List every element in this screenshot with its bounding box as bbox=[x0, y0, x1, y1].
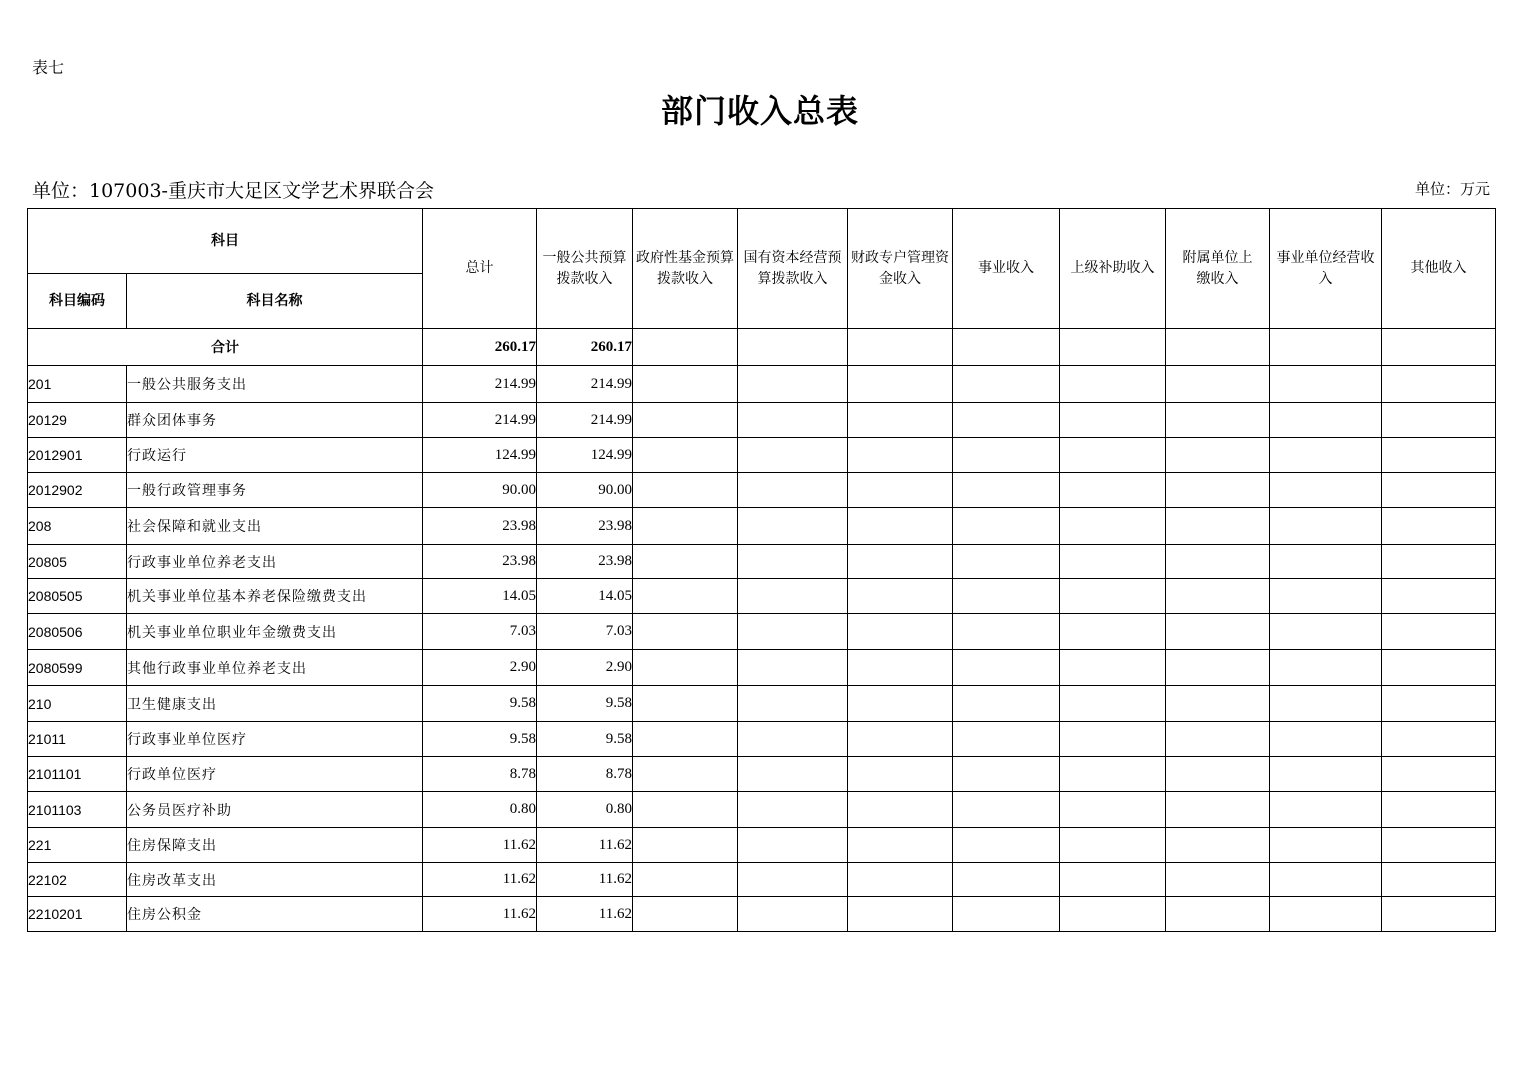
general-budget-value: 14.05 bbox=[537, 579, 633, 614]
empty-cell bbox=[633, 686, 738, 722]
empty-cell bbox=[1270, 545, 1382, 579]
empty-cell bbox=[1382, 579, 1496, 614]
empty-cell bbox=[1270, 508, 1382, 545]
empty-cell bbox=[848, 329, 953, 366]
subject-code: 2101101 bbox=[28, 757, 127, 792]
empty-cell bbox=[848, 473, 953, 508]
empty-cell bbox=[633, 438, 738, 473]
table-row bbox=[28, 473, 1496, 508]
empty-cell bbox=[633, 650, 738, 686]
total-value: 23.98 bbox=[423, 545, 537, 579]
subject-code: 2210201 bbox=[28, 897, 127, 932]
total-value: 11.62 bbox=[423, 828, 537, 863]
empty-cell bbox=[953, 438, 1060, 473]
empty-cell bbox=[1166, 650, 1270, 686]
empty-cell bbox=[1382, 757, 1496, 792]
empty-cell bbox=[953, 473, 1060, 508]
empty-cell bbox=[738, 403, 848, 438]
subject-code: 2080505 bbox=[28, 579, 127, 614]
empty-cell bbox=[848, 614, 953, 650]
empty-cell bbox=[848, 545, 953, 579]
header-subject-code: 科目编码 bbox=[28, 274, 127, 329]
empty-cell bbox=[1166, 329, 1270, 366]
empty-cell bbox=[633, 473, 738, 508]
empty-cell bbox=[738, 579, 848, 614]
subject-code: 210 bbox=[28, 686, 127, 722]
subject-code: 20129 bbox=[28, 403, 127, 438]
subject-name: 一般行政管理事务 bbox=[127, 473, 423, 508]
empty-cell bbox=[1382, 614, 1496, 650]
total-value: 9.58 bbox=[423, 722, 537, 757]
header-operating-income: 事业单位经营收入 bbox=[1270, 209, 1382, 329]
empty-cell bbox=[1270, 792, 1382, 828]
empty-cell bbox=[1382, 897, 1496, 932]
header-gov-fund: 政府性基金预算拨款收入 bbox=[633, 209, 738, 329]
page-title: 部门收入总表 bbox=[660, 92, 859, 130]
empty-cell bbox=[1382, 438, 1496, 473]
empty-cell bbox=[1270, 863, 1382, 897]
empty-cell bbox=[1166, 757, 1270, 792]
empty-cell bbox=[848, 792, 953, 828]
header-state-capital: 国有资本经营预算拨款收入 bbox=[738, 209, 848, 329]
empty-cell bbox=[1166, 722, 1270, 757]
general-budget-value: 124.99 bbox=[537, 438, 633, 473]
empty-cell bbox=[1270, 757, 1382, 792]
general-budget-value: 0.80 bbox=[537, 792, 633, 828]
subject-code: 221 bbox=[28, 828, 127, 863]
empty-cell bbox=[633, 545, 738, 579]
empty-cell bbox=[953, 686, 1060, 722]
empty-cell bbox=[1060, 438, 1166, 473]
table-row bbox=[28, 863, 1496, 897]
total-value: 0.80 bbox=[423, 792, 537, 828]
empty-cell bbox=[1166, 403, 1270, 438]
empty-cell bbox=[1166, 828, 1270, 863]
empty-cell bbox=[848, 650, 953, 686]
table-row bbox=[28, 722, 1496, 757]
empty-cell bbox=[953, 614, 1060, 650]
general-budget-value: 8.78 bbox=[537, 757, 633, 792]
empty-cell bbox=[1060, 403, 1166, 438]
empty-cell bbox=[633, 508, 738, 545]
total-value: 2.90 bbox=[423, 650, 537, 686]
empty-cell bbox=[633, 722, 738, 757]
empty-cell bbox=[738, 366, 848, 403]
empty-cell bbox=[1270, 686, 1382, 722]
empty-cell bbox=[1382, 545, 1496, 579]
empty-cell bbox=[953, 579, 1060, 614]
empty-cell bbox=[1382, 863, 1496, 897]
subject-code: 208 bbox=[28, 508, 127, 545]
empty-cell bbox=[1166, 545, 1270, 579]
general-budget-value: 11.62 bbox=[537, 863, 633, 897]
empty-cell bbox=[738, 438, 848, 473]
subject-name: 行政事业单位养老支出 bbox=[127, 545, 423, 579]
empty-cell bbox=[1382, 792, 1496, 828]
empty-cell bbox=[1166, 686, 1270, 722]
header-subject-name: 科目名称 bbox=[127, 274, 423, 329]
empty-cell bbox=[953, 508, 1060, 545]
general-budget-value: 9.58 bbox=[537, 686, 633, 722]
header-affiliated-income: 附属单位上缴收入 bbox=[1166, 209, 1270, 329]
empty-cell bbox=[1270, 329, 1382, 366]
subject-name: 卫生健康支出 bbox=[127, 686, 423, 722]
empty-cell bbox=[1060, 329, 1166, 366]
empty-cell bbox=[1060, 545, 1166, 579]
table-row bbox=[28, 757, 1496, 792]
empty-cell bbox=[738, 329, 848, 366]
empty-cell bbox=[1270, 614, 1382, 650]
empty-cell bbox=[1270, 897, 1382, 932]
empty-cell bbox=[633, 403, 738, 438]
table-row bbox=[28, 897, 1496, 932]
empty-cell bbox=[953, 792, 1060, 828]
total-row bbox=[28, 329, 1496, 366]
unit-department: 单位：107003-重庆市大足区文学艺术界联合会 bbox=[32, 180, 434, 202]
subject-code: 2012902 bbox=[28, 473, 127, 508]
empty-cell bbox=[633, 828, 738, 863]
general-budget-value: 11.62 bbox=[537, 897, 633, 932]
unit-currency: 单位：万元 bbox=[1414, 180, 1490, 198]
subject-name: 公务员医疗补助 bbox=[127, 792, 423, 828]
subject-name: 社会保障和就业支出 bbox=[127, 508, 423, 545]
empty-cell bbox=[848, 722, 953, 757]
empty-cell bbox=[1060, 614, 1166, 650]
subject-name: 其他行政事业单位养老支出 bbox=[127, 650, 423, 686]
empty-cell bbox=[953, 757, 1060, 792]
empty-cell bbox=[1270, 438, 1382, 473]
general-budget-value: 2.90 bbox=[537, 650, 633, 686]
empty-cell bbox=[1060, 686, 1166, 722]
empty-cell bbox=[738, 614, 848, 650]
empty-cell bbox=[1166, 508, 1270, 545]
subject-code: 2080599 bbox=[28, 650, 127, 686]
empty-cell bbox=[1060, 863, 1166, 897]
empty-cell bbox=[848, 403, 953, 438]
empty-cell bbox=[848, 508, 953, 545]
empty-cell bbox=[738, 686, 848, 722]
empty-cell bbox=[1060, 828, 1166, 863]
empty-cell bbox=[953, 863, 1060, 897]
empty-cell bbox=[1270, 366, 1382, 403]
empty-cell bbox=[738, 722, 848, 757]
subject-code: 20805 bbox=[28, 545, 127, 579]
table-row bbox=[28, 403, 1496, 438]
subject-code: 201 bbox=[28, 366, 127, 403]
empty-cell bbox=[1060, 579, 1166, 614]
empty-cell bbox=[1166, 614, 1270, 650]
total-value: 23.98 bbox=[423, 508, 537, 545]
subject-name: 住房改革支出 bbox=[127, 863, 423, 897]
empty-cell bbox=[1060, 722, 1166, 757]
empty-cell bbox=[1166, 897, 1270, 932]
empty-cell bbox=[848, 579, 953, 614]
empty-cell bbox=[1166, 863, 1270, 897]
total-value: 90.00 bbox=[423, 473, 537, 508]
general-budget-value: 214.99 bbox=[537, 403, 633, 438]
empty-cell bbox=[1270, 473, 1382, 508]
empty-cell bbox=[848, 757, 953, 792]
empty-cell bbox=[1060, 508, 1166, 545]
empty-cell bbox=[738, 792, 848, 828]
total-general: 260.17 bbox=[537, 329, 633, 366]
subject-name: 行政单位医疗 bbox=[127, 757, 423, 792]
empty-cell bbox=[633, 579, 738, 614]
total-value: 214.99 bbox=[423, 366, 537, 403]
header-superior-subsidy: 上级补助收入 bbox=[1060, 209, 1166, 329]
subject-code: 2101103 bbox=[28, 792, 127, 828]
empty-cell bbox=[1060, 792, 1166, 828]
header-business-income: 事业收入 bbox=[953, 209, 1060, 329]
empty-cell bbox=[1382, 722, 1496, 757]
empty-cell bbox=[738, 545, 848, 579]
header-special-account: 财政专户管理资金收入 bbox=[848, 209, 953, 329]
total-value: 11.62 bbox=[423, 897, 537, 932]
subject-code: 2012901 bbox=[28, 438, 127, 473]
header-subject: 科目 bbox=[28, 209, 423, 274]
empty-cell bbox=[633, 757, 738, 792]
table-row bbox=[28, 828, 1496, 863]
empty-cell bbox=[1060, 650, 1166, 686]
empty-cell bbox=[953, 403, 1060, 438]
total-value: 11.62 bbox=[423, 863, 537, 897]
empty-cell bbox=[848, 897, 953, 932]
empty-cell bbox=[1270, 579, 1382, 614]
empty-cell bbox=[1166, 473, 1270, 508]
empty-cell bbox=[1270, 722, 1382, 757]
table-row bbox=[28, 579, 1496, 614]
header-general-budget: 一般公共预算拨款收入 bbox=[537, 209, 633, 329]
total-label: 合计 bbox=[28, 329, 423, 366]
table-row bbox=[28, 614, 1496, 650]
empty-cell bbox=[1270, 650, 1382, 686]
empty-cell bbox=[848, 438, 953, 473]
table-row bbox=[28, 438, 1496, 473]
empty-cell bbox=[953, 366, 1060, 403]
empty-cell bbox=[1382, 650, 1496, 686]
empty-cell bbox=[738, 473, 848, 508]
subject-name: 群众团体事务 bbox=[127, 403, 423, 438]
empty-cell bbox=[1060, 897, 1166, 932]
empty-cell bbox=[738, 828, 848, 863]
total-value: 9.58 bbox=[423, 686, 537, 722]
subject-code: 2080506 bbox=[28, 614, 127, 650]
total-value: 124.99 bbox=[423, 438, 537, 473]
general-budget-value: 23.98 bbox=[537, 545, 633, 579]
total-value: 8.78 bbox=[423, 757, 537, 792]
subject-name: 机关事业单位职业年金缴费支出 bbox=[127, 614, 423, 650]
general-budget-value: 7.03 bbox=[537, 614, 633, 650]
empty-cell bbox=[1060, 473, 1166, 508]
subject-name: 行政事业单位医疗 bbox=[127, 722, 423, 757]
subject-name: 住房公积金 bbox=[127, 897, 423, 932]
total-value: 214.99 bbox=[423, 403, 537, 438]
table-number: 表七 bbox=[32, 58, 65, 77]
empty-cell bbox=[1382, 828, 1496, 863]
empty-cell bbox=[1382, 686, 1496, 722]
total-value: 14.05 bbox=[423, 579, 537, 614]
empty-cell bbox=[953, 722, 1060, 757]
empty-cell bbox=[848, 863, 953, 897]
empty-cell bbox=[1382, 508, 1496, 545]
subject-code: 22102 bbox=[28, 863, 127, 897]
empty-cell bbox=[1382, 329, 1496, 366]
subject-name: 住房保障支出 bbox=[127, 828, 423, 863]
empty-cell bbox=[953, 897, 1060, 932]
empty-cell bbox=[738, 650, 848, 686]
table-row bbox=[28, 792, 1496, 828]
table-row bbox=[28, 366, 1496, 403]
general-budget-value: 214.99 bbox=[537, 366, 633, 403]
empty-cell bbox=[738, 897, 848, 932]
empty-cell bbox=[633, 329, 738, 366]
empty-cell bbox=[1270, 828, 1382, 863]
empty-cell bbox=[738, 508, 848, 545]
subject-name: 机关事业单位基本养老保险缴费支出 bbox=[127, 579, 423, 614]
empty-cell bbox=[848, 686, 953, 722]
empty-cell bbox=[848, 828, 953, 863]
table-row bbox=[28, 650, 1496, 686]
empty-cell bbox=[1060, 757, 1166, 792]
general-budget-value: 90.00 bbox=[537, 473, 633, 508]
general-budget-value: 23.98 bbox=[537, 508, 633, 545]
empty-cell bbox=[1166, 792, 1270, 828]
table-row bbox=[28, 508, 1496, 545]
empty-cell bbox=[633, 792, 738, 828]
empty-cell bbox=[953, 828, 1060, 863]
total-sum: 260.17 bbox=[423, 329, 537, 366]
table-row bbox=[28, 686, 1496, 722]
empty-cell bbox=[1382, 403, 1496, 438]
empty-cell bbox=[633, 366, 738, 403]
empty-cell bbox=[1382, 473, 1496, 508]
empty-cell bbox=[953, 650, 1060, 686]
subject-code: 21011 bbox=[28, 722, 127, 757]
empty-cell bbox=[1382, 366, 1496, 403]
header-other-income: 其他收入 bbox=[1382, 209, 1496, 329]
subject-name: 一般公共服务支出 bbox=[127, 366, 423, 403]
table-row bbox=[28, 545, 1496, 579]
empty-cell bbox=[953, 545, 1060, 579]
income-table bbox=[27, 208, 1496, 932]
empty-cell bbox=[738, 757, 848, 792]
subject-name: 行政运行 bbox=[127, 438, 423, 473]
general-budget-value: 9.58 bbox=[537, 722, 633, 757]
empty-cell bbox=[848, 366, 953, 403]
empty-cell bbox=[1270, 403, 1382, 438]
general-budget-value: 11.62 bbox=[537, 828, 633, 863]
empty-cell bbox=[633, 863, 738, 897]
header-total: 总计 bbox=[423, 209, 537, 329]
empty-cell bbox=[1166, 366, 1270, 403]
empty-cell bbox=[1060, 366, 1166, 403]
empty-cell bbox=[953, 329, 1060, 366]
empty-cell bbox=[633, 614, 738, 650]
empty-cell bbox=[1166, 438, 1270, 473]
total-value: 7.03 bbox=[423, 614, 537, 650]
empty-cell bbox=[1166, 579, 1270, 614]
empty-cell bbox=[738, 863, 848, 897]
empty-cell bbox=[633, 897, 738, 932]
